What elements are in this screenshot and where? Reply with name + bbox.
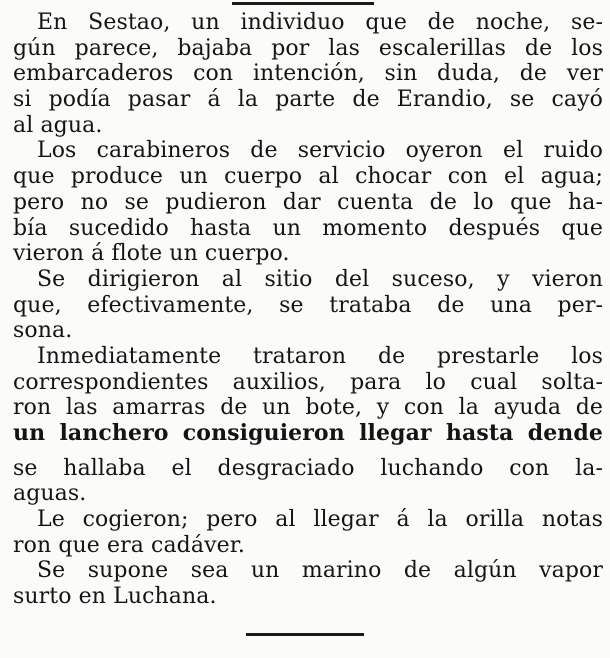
text-line: gún parece, bajaba por las escalerillas de los	[13, 35, 603, 61]
text-line: Inmediatamente trataron de prestarle los	[37, 343, 603, 369]
paragraph-6	[13, 558, 603, 609]
text-line: vieron á flote un cuerpo.	[13, 241, 290, 267]
paragraph-4	[13, 344, 603, 507]
paragraph-2	[13, 138, 603, 266]
paragraph-5	[13, 507, 603, 558]
text-line: se hallaba el desgraciado luchando con la-	[13, 455, 603, 481]
paragraph-1	[13, 10, 603, 138]
text-line: Se dirigieron al sitio del suceso, y vieron	[37, 266, 603, 292]
text-line: Los carabineros de servicio oyeron el ruido	[37, 138, 603, 164]
text-line: si podía pasar á la parte de Erandio, se cayó	[13, 87, 603, 113]
text-line: En Sestao, un individuo que de noche, se-	[37, 10, 603, 35]
text-line: correspondientes auxilios, para lo cual solta-	[13, 369, 603, 395]
text-line: bía sucedido hasta un momento después que	[13, 215, 603, 241]
text-line: Se supone sea un marino de algún vapor	[37, 558, 603, 584]
article-body	[13, 10, 603, 610]
text-line: que produce un cuerpo al chocar con el agua;	[13, 164, 603, 190]
text-line: ron las amarras de un bote, y con la ayuda de	[13, 395, 603, 421]
text-line: embarcaderos con intención, sin duda, de ver	[13, 61, 603, 87]
paragraph-3	[13, 267, 603, 344]
text-line: un lanchero consiguieron llegar hasta dende	[13, 420, 603, 446]
top-rule	[232, 2, 374, 5]
text-line: aguas.	[13, 481, 87, 507]
text-line: ron que era cadáver.	[13, 532, 246, 558]
text-line: surto en Luchana.	[13, 584, 217, 610]
text-line: Le cogieron; pero al llegar á la orilla notas	[37, 507, 603, 533]
column-gap	[13, 447, 603, 456]
text-line: sona.	[13, 318, 73, 344]
text-line: al agua.	[13, 112, 103, 138]
text-line: pero no se pudieron dar cuenta de lo que ha-	[13, 189, 603, 215]
text-line: que, efectivamente, se trataba de una per-	[13, 292, 603, 318]
bottom-rule	[246, 633, 364, 636]
